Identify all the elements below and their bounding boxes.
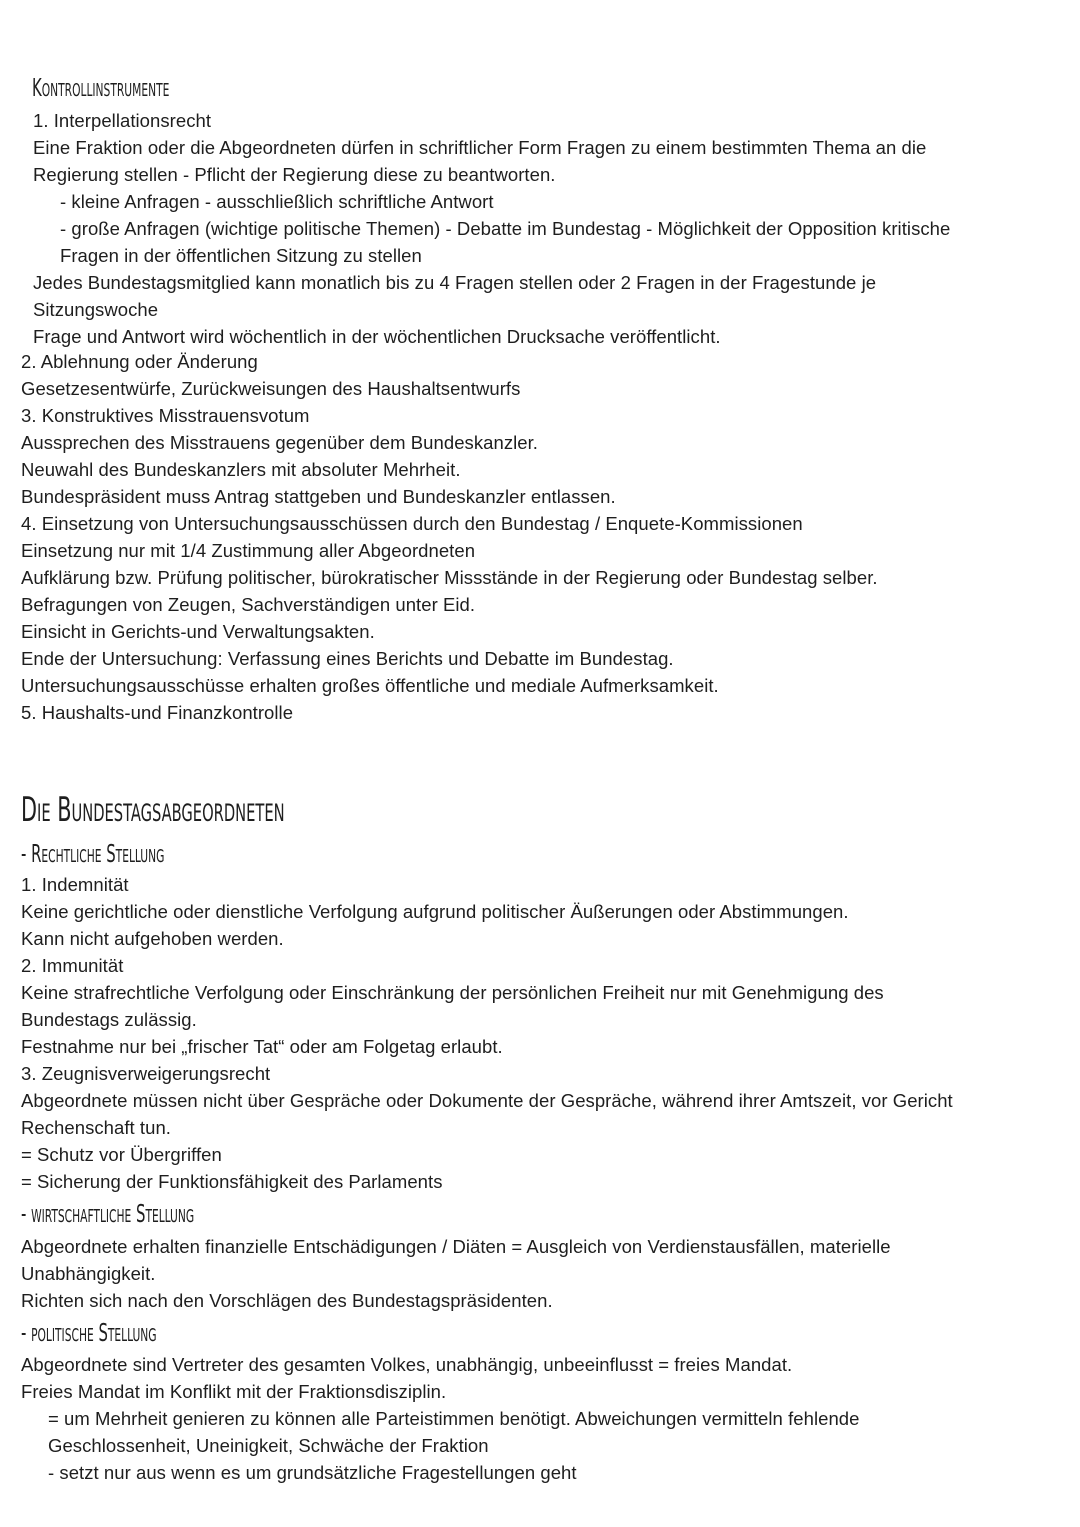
text-line: 2. Immunität [21, 955, 124, 976]
text-line: = um Mehrheit genieren zu können alle Parteistimmen benötigt. Abweichungen vermitteln fehlende [48, 1408, 860, 1429]
text-line: Aufklärung bzw. Prüfung politischer, bürokratischer Missstände in der Regierung oder Bundestag selber. [21, 567, 878, 588]
text-line: 5. Haushalts-und Finanzkontrolle [21, 702, 294, 723]
text-line: Festnahme nur bei „frischer Tat“ oder am Folgetag erlaubt. [21, 1036, 503, 1057]
text-line: Fragen in der öffentlichen Sitzung zu stellen [60, 245, 422, 266]
text-line: Richten sich nach den Vorschlägen des Bundestagspräsidenten. [21, 1290, 553, 1311]
text-line: Unabhängigkeit. [21, 1263, 156, 1284]
section-heading-bundestagsabgeordneten: Die Bundestagsabgeordneten [21, 790, 285, 830]
text-line: Keine strafrechtliche Verfolgung oder Einschränkung der persönlichen Freiheit nur mit Genehmigung des [21, 982, 884, 1003]
text-line: - setzt nur aus wenn es um grundsätzliche Fragestellungen geht [48, 1462, 577, 1483]
text-line: = Sicherung der Funktionsfähigkeit des Parlaments [21, 1171, 443, 1192]
text-line: Freies Mandat im Konflikt mit der Fraktionsdisziplin. [21, 1381, 447, 1402]
text-line: Neuwahl des Bundeskanzlers mit absoluter Mehrheit. [21, 459, 461, 480]
subheading-wirtschaftliche-stellung: - wirtschaftliche Stellung [21, 1199, 195, 1228]
text-line: Sitzungswoche [33, 299, 159, 320]
text-line: 3. Zeugnisverweigerungsrecht [21, 1063, 271, 1084]
text-line: Aussprechen des Misstrauens gegenüber dem Bundeskanzler. [21, 432, 538, 453]
text-line: Befragungen von Zeugen, Sachverständigen unter Eid. [21, 594, 476, 615]
section-heading-kontrollinstrumente: Kontrollinstrumente [32, 73, 170, 102]
text-line: 4. Einsetzung von Untersuchungsausschüssen durch den Bundestag / Enquete-Kommissionen [21, 513, 803, 534]
text-line: Einsicht in Gerichts-und Verwaltungsakten. [21, 621, 375, 642]
text-line: Einsetzung nur mit 1/4 Zustimmung aller Abgeordneten [21, 540, 476, 561]
text-line: - kleine Anfragen - ausschließlich schriftliche Antwort [60, 191, 494, 212]
text-line: Bundespräsident muss Antrag stattgeben und Bundeskanzler entlassen. [21, 486, 616, 507]
text-line: Geschlossenheit, Uneinigkeit, Schwäche der Fraktion [48, 1435, 489, 1456]
text-line: 3. Konstruktives Misstrauensvotum [21, 405, 310, 426]
text-line: Abgeordnete sind Vertreter des gesamten Volkes, unabhängig, unbeeinflusst = freies Mandat. [21, 1354, 793, 1375]
text-line: Keine gerichtliche oder dienstliche Verfolgung aufgrund politischer Äußerungen oder Abstimmungen. [21, 901, 849, 922]
text-line: Bundestags zulässig. [21, 1009, 197, 1030]
text-line: Eine Fraktion oder die Abgeordneten dürfen in schriftlicher Form Fragen zu einem bestimmten Thema an die [33, 137, 927, 158]
text-line: Ende der Untersuchung: Verfassung eines Berichts und Debatte im Bundestag. [21, 648, 674, 669]
text-line: Jedes Bundestagsmitglied kann monatlich bis zu 4 Fragen stellen oder 2 Fragen in der Fragestunde je [33, 272, 877, 293]
text-line: 1. Interpellationsrecht [33, 110, 212, 131]
text-line: 1. Indemnität [21, 874, 129, 895]
subheading-rechtliche-stellung: - Rechtliche Stellung [21, 839, 165, 868]
text-line: Abgeordnete erhalten finanzielle Entschädigungen / Diäten = Ausgleich von Verdienstausfällen, materielle [21, 1236, 891, 1257]
text-line: Rechenschaft tun. [21, 1117, 171, 1138]
subheading-politische-stellung: - politische Stellung [21, 1318, 157, 1347]
text-line: Abgeordnete müssen nicht über Gespräche oder Dokumente der Gespräche, während ihrer Amtszeit, vor Gericht [21, 1090, 953, 1111]
text-line: = Schutz vor Übergriffen [21, 1144, 222, 1165]
text-line: Regierung stellen - Pflicht der Regierung diese zu beantworten. [33, 164, 556, 185]
text-line: Frage und Antwort wird wöchentlich in der wöchentlichen Drucksache veröffentlicht. [33, 326, 721, 347]
text-line: Gesetzesentwürfe, Zurückweisungen des Haushaltsentwurfs [21, 378, 521, 399]
text-line: - große Anfragen (wichtige politische Themen) - Debatte im Bundestag - Möglichkeit der Opposition kritische [60, 218, 951, 239]
text-line: 2. Ablehnung oder Änderung [21, 351, 258, 372]
text-line: Kann nicht aufgehoben werden. [21, 928, 284, 949]
text-line: Untersuchungsausschüsse erhalten großes öffentliche und mediale Aufmerksamkeit. [21, 675, 719, 696]
